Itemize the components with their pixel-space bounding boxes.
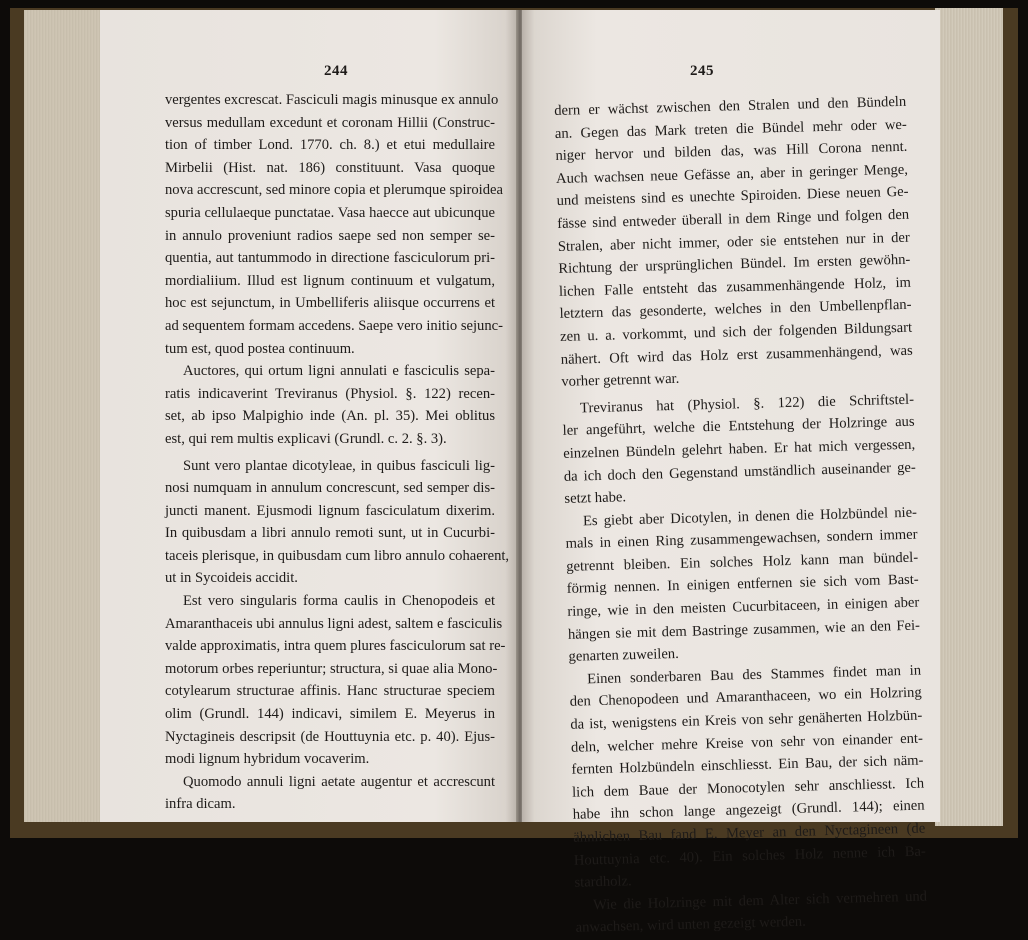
text-line: förmig nennen. In einigen entfernen sie sich vom Bast- — [566, 572, 919, 598]
left-page — [100, 10, 518, 822]
text-line: est, qui rem multis explicavi (Grundl. c. 2. §. 3). — [165, 430, 447, 447]
text-line: set, ab ipso Malpighio inde (An. pl. 35). Mei oblitus — [165, 408, 495, 425]
text-line: habe ihn schon lange angezeigt (Grundl. 144); einen — [572, 797, 925, 824]
text-line: Auch wachsen neue Gefässe an, aber in geringer Menge, — [555, 161, 909, 187]
text-line: quentia, aut tantummodo in directione fasciculorum pri- — [165, 250, 495, 267]
text-line: mals in einen Ring zusammengewachsen, sondern immer — [565, 526, 918, 553]
text-line: Amaranthaceis ubi annulus ligni adest, saltem e fasciculis — [165, 615, 503, 632]
text-line: fernten Holzbündeln einschliesst. Ein Bau, der sich näm- — [571, 752, 924, 778]
text-line: Quomodo annuli ligni aetate augentur et accrescunt — [183, 773, 495, 790]
page-number: 244 — [324, 63, 348, 79]
text-line: spuria cellulaeque punctatae. Vasa haecce aut ubicunque — [165, 204, 495, 221]
text-line: olim (Grundl. 144) indicavi, similem E. Meyerus in — [165, 706, 495, 723]
body-text — [165, 89, 510, 816]
text-line: vergentes excrescat. Fasciculi magis minusque ex annulo — [165, 92, 499, 108]
text-line: vorher getrennt war. — [561, 370, 680, 391]
text-line: stardholz. — [574, 873, 632, 891]
text-line: und meistens sind es unechte Spiroiden. Diese neuen Ge- — [556, 184, 909, 210]
page-edges-left — [24, 10, 110, 822]
text-line: mordialiium. Illud est lignum continuum et vulgatum, — [165, 272, 495, 289]
text-line: valde approximatis, intra quem plures fasciculorum sat re- — [165, 638, 506, 655]
page-edges-right — [935, 8, 1003, 826]
page-number: 245 — [690, 63, 714, 79]
text-line: Sunt vero plantae dicotyleae, in quibus fasciculi lig- — [183, 457, 495, 474]
text-line: da ist, wenigstens ein Kreis von sehr genäherten Holzbün- — [570, 707, 923, 733]
text-line: Einen sonderbaren Bau des Stammes findet man in — [586, 662, 922, 688]
text-line: ratis indicaverint Treviranus (Physiol. §. 122) recen- — [165, 385, 495, 402]
text-line: getrennt bleiben. Ein solches Holz kann man bündel- — [566, 549, 919, 575]
text-line: hängen sie mit dem Bastringe zusammen, wie an den Fei- — [567, 617, 921, 643]
text-line: setzt habe. — [564, 489, 627, 507]
text-line: In quibusdam a libri annulo remoti sunt, ut in Cucurbi- — [165, 525, 495, 542]
text-line: taceis plerisque, in quibusdam cum libro annulo cohaerent, — [165, 547, 510, 564]
text-line: infra dicam. — [165, 796, 236, 813]
text-line: Treviranus hat (Physiol. §. 122) die Schriftstel- — [579, 391, 915, 417]
text-line: deln, welcher mehre Kreise von sehr von einander ent- — [570, 730, 924, 756]
text-line: nähert. Oft wird das Holz erst zusammenhängend, was — [560, 342, 913, 368]
text-line: cotylearum structurae affinis. Hanc structurae speciem — [165, 683, 495, 700]
text-line: ler angeführt, welche die Entstehung der Holzringe aus — [562, 413, 915, 440]
text-line: Richtung der ursprünglichen Bündel. Im ersten gewöhn- — [558, 251, 911, 278]
right-page — [522, 10, 940, 937]
text-line: modi lignum hybridum vocaverim. — [165, 751, 370, 768]
text-line: Houttuynia etc. 40). Ein solches Holz nenne ich Ba- — [573, 843, 926, 869]
text-line: an. Gegen das Mark treten die Bündel mehr oder we- — [554, 116, 907, 142]
text-line: hoc est sejunctum, in Umbelliferis aliisque occurrens et — [165, 295, 495, 312]
text-line: tum est, quod postea continuum. — [165, 340, 355, 357]
text-line: zen u. a. vorkommt, und sich der folgenden Bildungsart — [559, 319, 913, 345]
text-line: fässe sind entweder überall in dem Ringe und folgen den — [557, 206, 910, 232]
text-line: dern er wächst zwischen den Stralen und den Bündeln — [554, 93, 907, 119]
text-line: anwachsen, wird unten gezeigt werden. — [575, 914, 806, 937]
text-line: lichen Falle entsteht das zusammenhängende Holz, im — [558, 274, 912, 300]
text-line: versus medullam excedunt et coronam Hillii (Construc- — [165, 114, 495, 131]
text-line: Stralen, aber nicht immer, oder sie entstehen nur in der — [557, 229, 910, 255]
body-text — [554, 91, 928, 940]
text-line: ad sequentem formam accedens. Saepe vero initio sejunc- — [165, 317, 503, 334]
text-line: da ich doch den Gegenstand umständlich auseinander ge- — [563, 459, 916, 485]
text-line: ähnlichen Bau fand E. Meyer an den Nyctagineen (de — [573, 820, 926, 846]
text-line: juncti manent. Ejusmodi lignum fasciculatum dixerim. — [165, 502, 495, 519]
text-line: nosi numquam in annulum concrescunt, sed semper dis- — [165, 480, 495, 497]
text-line: genarten zuweilen. — [568, 646, 679, 666]
text-line: Est vero singularis forma caulis in Chenopodeis et — [183, 593, 495, 610]
text-line: den Chenopodeen und Amaranthaceen, wo ein Holzring — [569, 685, 922, 711]
text-line: letztern das gesonderte, welches in den Umbellenpflan- — [559, 297, 912, 323]
text-line: Mirbelii (Hist. nat. 186) constituunt. Vasa quoque — [165, 159, 495, 176]
text-line: Auctores, qui ortum ligni annulati e fasciculis sepa- — [183, 363, 495, 380]
text-line: Nyctagineis descripsit (de Houttuynia etc. p. 40). Ejus- — [165, 728, 495, 745]
text-line: einzelnen Bündeln gelehrt haben. Er hat mich vergessen, — [563, 436, 916, 462]
text-line: motorum orbes reperiuntur; structura, si quae alia Mono- — [165, 660, 498, 677]
text-line: niger hervor und bilden das, was Hill Corona nennt. — [555, 138, 908, 165]
text-line: ringe, wie in den meisten Cucurbitaceen, in einigen aber — [567, 594, 920, 620]
text-line: in annulo proveniunt radios saepe sed non semper se- — [165, 227, 495, 244]
text-line: nova accrescunt, sed minore copia et plerumque spiroidea — [165, 182, 503, 199]
text-line: lich dem Baue der Monocotylen sehr anschliesst. Ich — [571, 775, 925, 801]
text-line: Es giebt aber Dicotylen, in denen die Holzbündel nie- — [582, 504, 918, 530]
text-line: tion of timber Lond. 1770. ch. 8.) et etui medullaire — [165, 137, 495, 154]
text-line: ut in Sycoideis accidit. — [165, 570, 298, 587]
text-line: Wie die Holzringe mit dem Alter sich vermehren und — [592, 888, 928, 914]
